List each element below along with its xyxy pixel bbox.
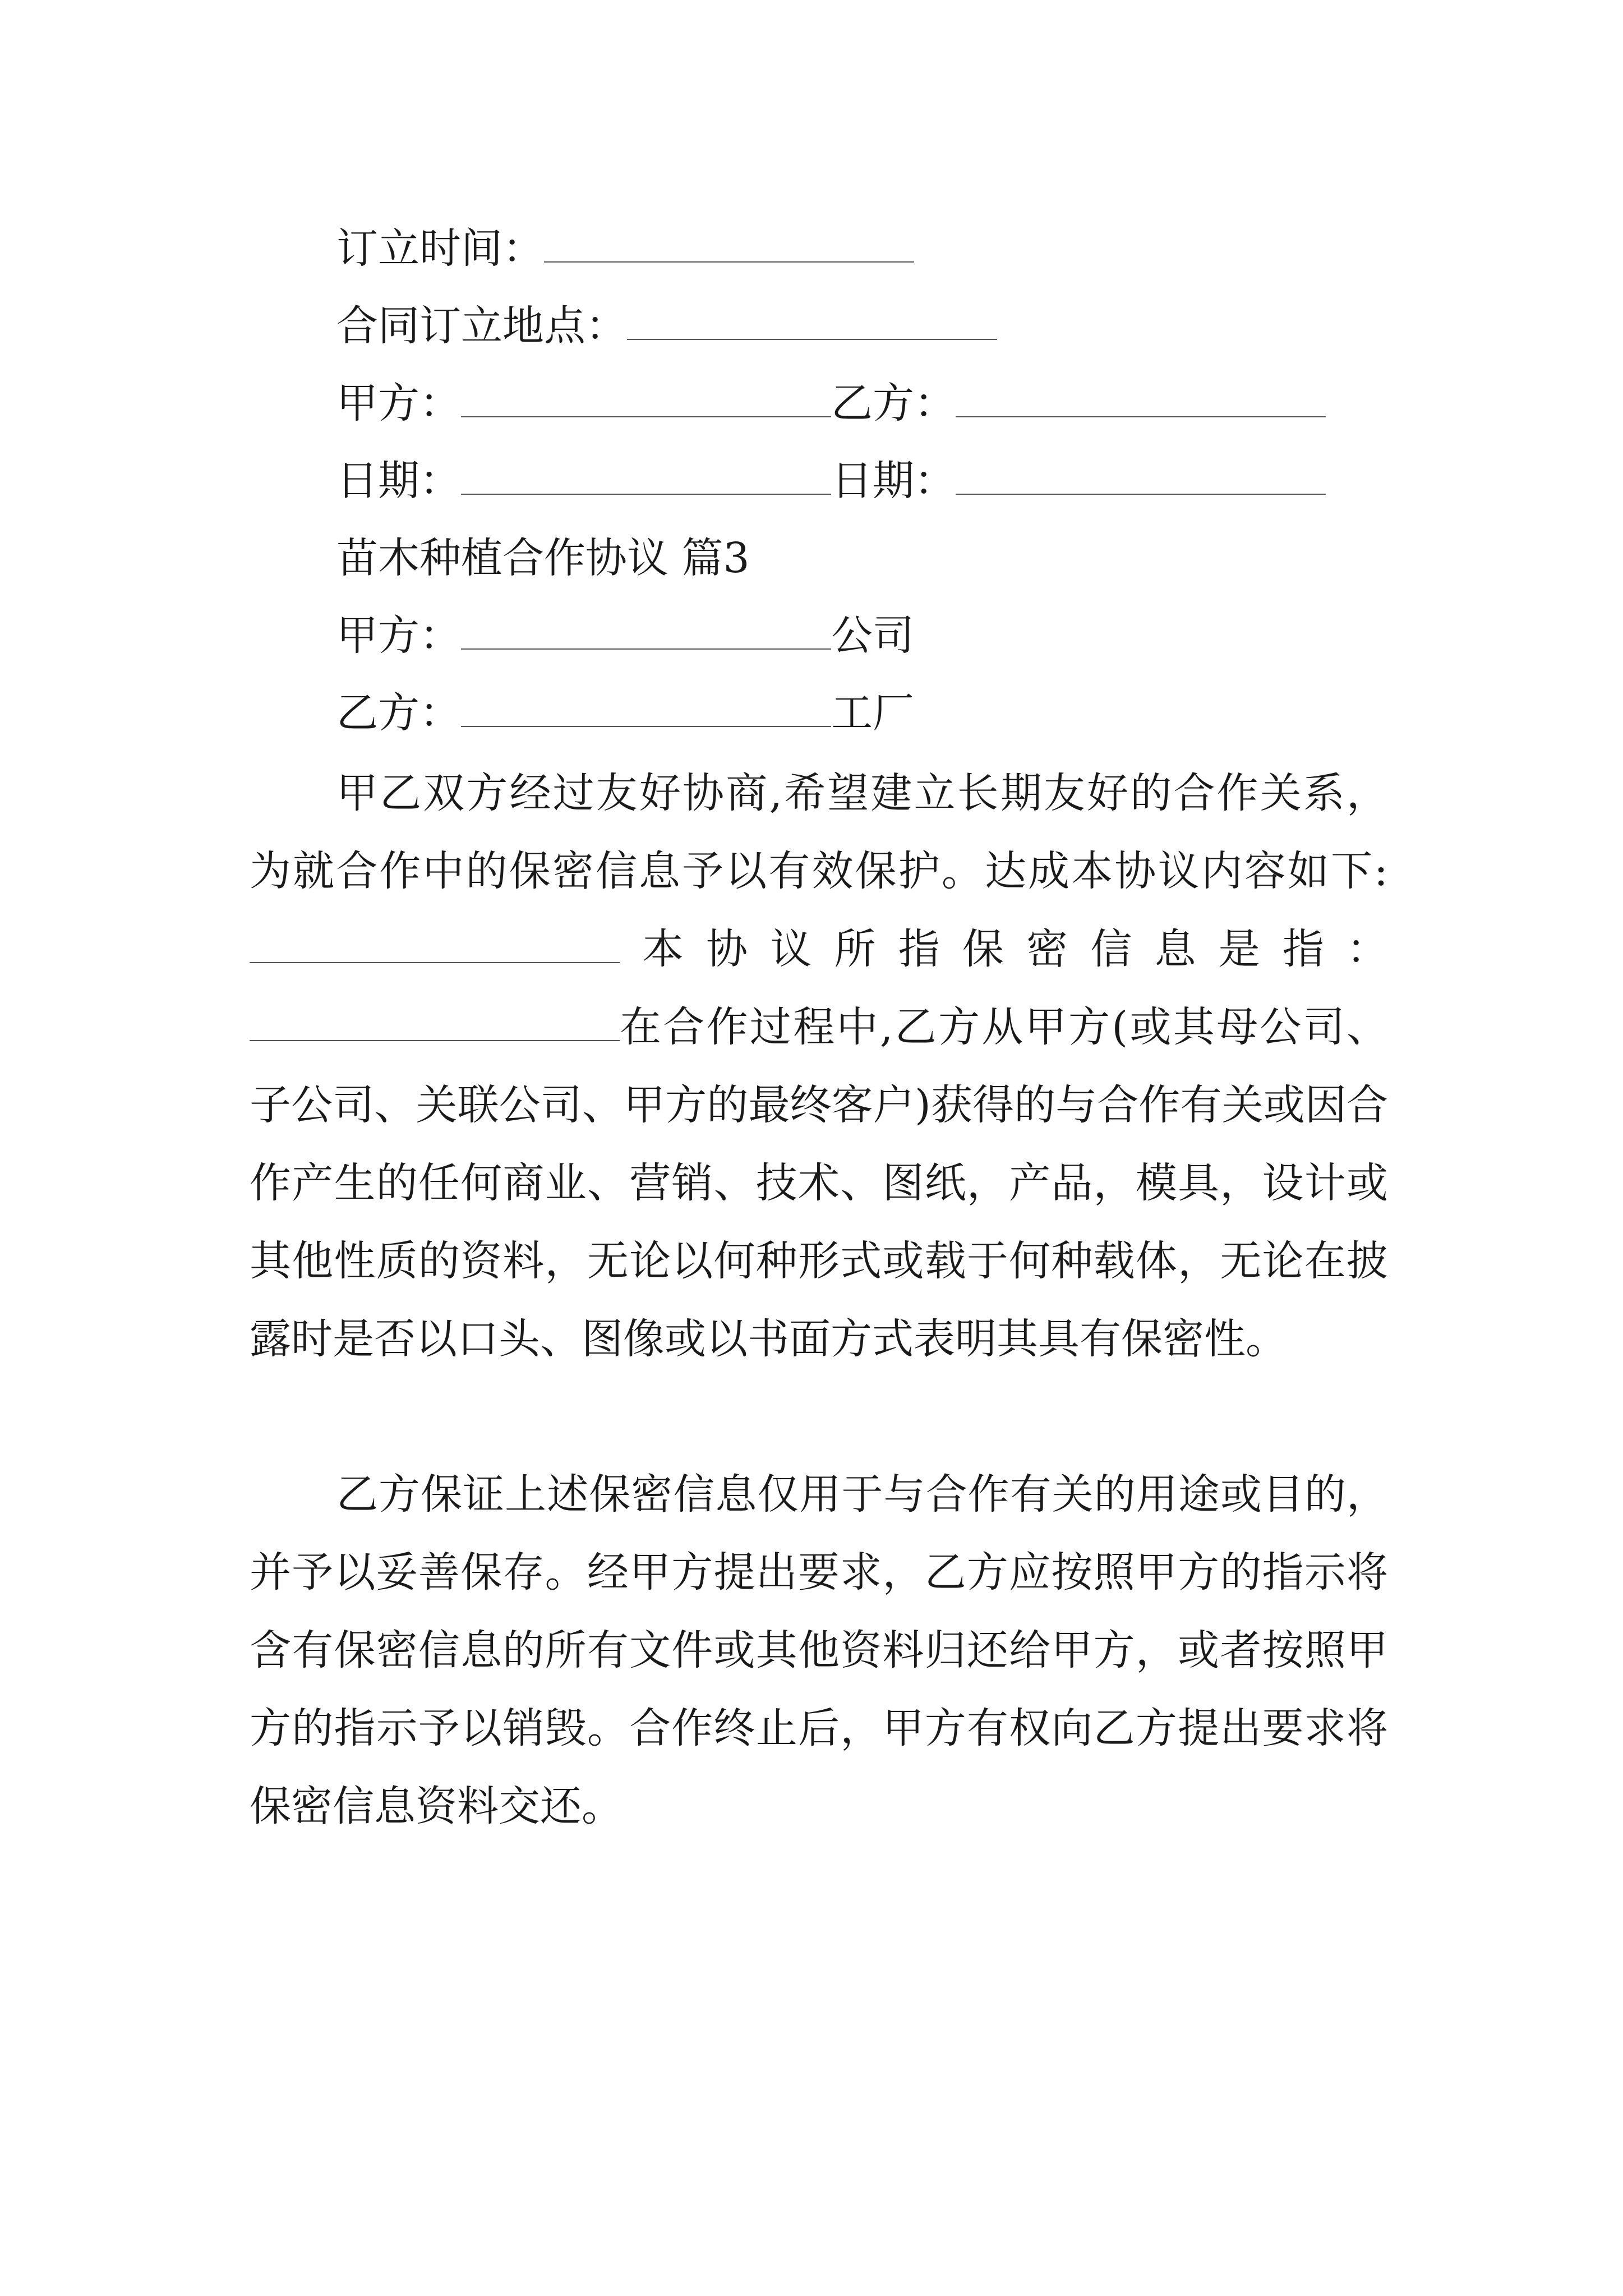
paragraph-obligation (250, 1456, 1388, 1846)
sign-place-blank (627, 335, 997, 340)
definition-blank-2 (250, 1037, 620, 1041)
date-label-right: 日期： (831, 457, 956, 505)
definition-second-line (250, 988, 1388, 1066)
party-b2-label: 乙方： (336, 689, 461, 737)
party-line (336, 378, 1326, 429)
date-right-blank (956, 490, 1326, 495)
party-a2-label: 甲方： (336, 611, 461, 660)
paragraph-definition (250, 910, 1388, 1378)
party-a2-blank (461, 645, 831, 650)
date-line (336, 455, 1326, 506)
definition-body: 子公司、关联公司、甲方的最终客户)获得的与合作有关或因合作产生的任何商业、营销、技术、图纸，产品，模具，设计或其他性质的资料，无论以何种形式或载于何种载体，无论在披露时是否以口头、图像或以书面方式表明其具有保密性。 (250, 1081, 1388, 1363)
party-a2-line (336, 610, 914, 661)
sign-place-line (336, 301, 997, 351)
definition-rest-first: 在合作过程中,乙方从甲方(或其母公司、 (620, 1003, 1388, 1051)
party-b2-line (336, 688, 914, 738)
definition-blank-1 (250, 959, 620, 963)
paragraph-intro-line1: 甲乙双方经过友好协商,希望建立长期友好的合作关系， (336, 769, 1388, 817)
date-left-blank (461, 490, 831, 495)
party-b-blank (956, 413, 1326, 417)
date-label-left: 日期： (336, 457, 461, 505)
party-b2-suffix: 工厂 (831, 689, 914, 737)
paragraph-intro (250, 754, 1388, 910)
section-title: 苗木种植合作协议 篇3 (336, 534, 750, 582)
definition-spread-text: 本协议所指保密信息是指： (642, 925, 1388, 973)
sign-time-blank (544, 258, 914, 263)
party-a2-suffix: 公司 (831, 611, 914, 660)
paragraph-intro-line2: 为就合作中的保密信息予以有效保护。达成本协议内容如下: (250, 847, 1388, 895)
sign-time-line (336, 223, 914, 274)
party-b2-blank (461, 723, 831, 727)
sign-time-label: 订立时间： (336, 224, 544, 273)
party-a-blank (461, 413, 831, 417)
party-a-label: 甲方： (336, 379, 461, 427)
definition-first-line (250, 910, 1388, 988)
party-b-label: 乙方： (831, 379, 956, 427)
obligation-text: 乙方保证上述保密信息仅用于与合作有关的用途或目的，并予以妥善保存。经甲方提出要求，乙方应按照甲方的指示将含有保密信息的所有文件或其他资料归还给甲方，或者按照甲方的指示予以销毁。合作终止后，甲方有权向乙方提出要求将保密信息资料交还。 (250, 1470, 1388, 1830)
sign-place-label: 合同订立地点： (336, 302, 627, 350)
